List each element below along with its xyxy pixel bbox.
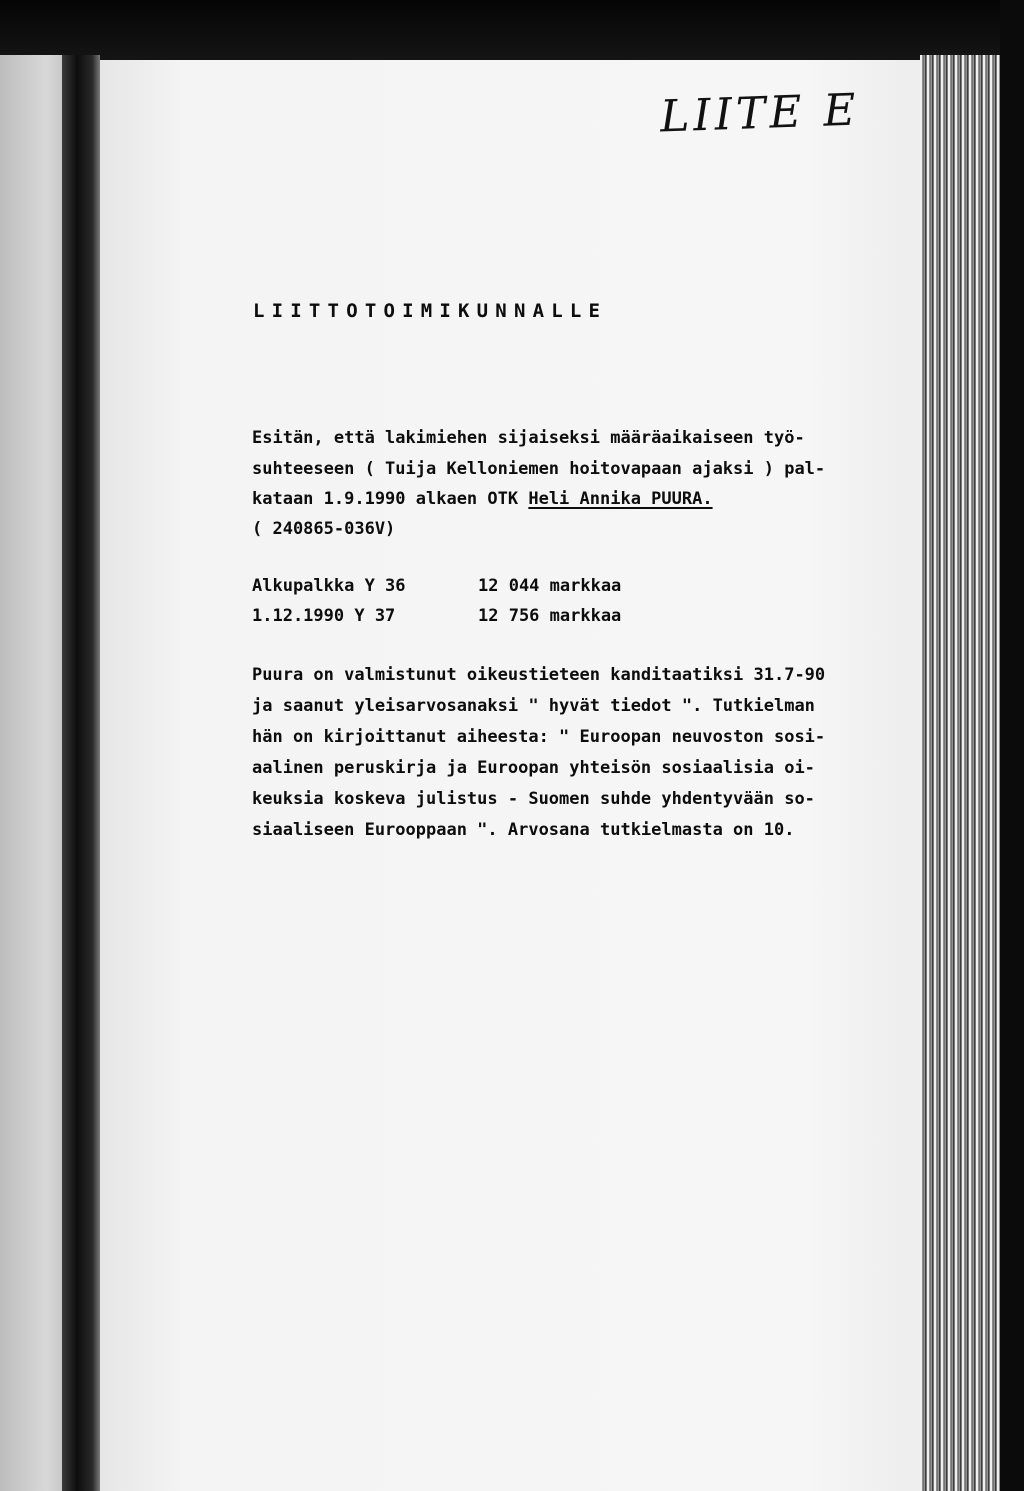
page-stack-edges — [920, 55, 1000, 1491]
facing-page-edge — [0, 55, 66, 1491]
scan-top-shadow — [0, 0, 1024, 62]
book-gutter — [62, 55, 100, 1491]
scan-right-border — [1000, 0, 1024, 1491]
proposal-line-3 — [252, 489, 713, 509]
salary-amount-1: 12 044 markkaa — [478, 576, 622, 596]
salary-label-1: Alkupalkka Y 36 — [252, 576, 406, 596]
proposal-line-2: suhteeseen ( Tuija Kelloniemen hoitovapaan ajaksi ) pal- — [252, 459, 826, 479]
description-line-1: Puura on valmistunut oikeustieteen kanditaatiksi 31.7-90 — [252, 665, 826, 685]
description-line-6: siaaliseen Eurooppaan ". Arvosana tutkielmasta on 10. — [252, 820, 795, 840]
appointee-name: Heli Annika PUURA. — [528, 489, 713, 509]
handwritten-annex-mark: LIITE E — [659, 84, 861, 143]
proposal-line-3-text: kataan 1.9.1990 alkaen OTK — [252, 489, 529, 509]
description-line-3: hän on kirjoittanut aiheesta: " Euroopan neuvoston sosi- — [252, 727, 826, 747]
salary-amount-2: 12 756 markkaa — [478, 606, 622, 626]
description-line-2: ja saanut yleisarvosanaksi " hyvät tiedot ". Tutkielman — [252, 696, 815, 716]
addressee-heading: LIITTOTOIMIKUNNALLE — [253, 300, 608, 322]
description-line-5: keuksia koskeva julistus - Suomen suhde yhdentyvään so- — [252, 789, 815, 809]
salary-label-2: 1.12.1990 Y 37 — [252, 606, 396, 626]
personal-id: ( 240865-036V) — [252, 519, 396, 539]
proposal-line-1: Esitän, että lakimiehen sijaiseksi määräaikaiseen työ- — [252, 428, 805, 448]
description-line-4: aalinen peruskirja ja Euroopan yhteisön sosiaalisia oi- — [252, 758, 815, 778]
